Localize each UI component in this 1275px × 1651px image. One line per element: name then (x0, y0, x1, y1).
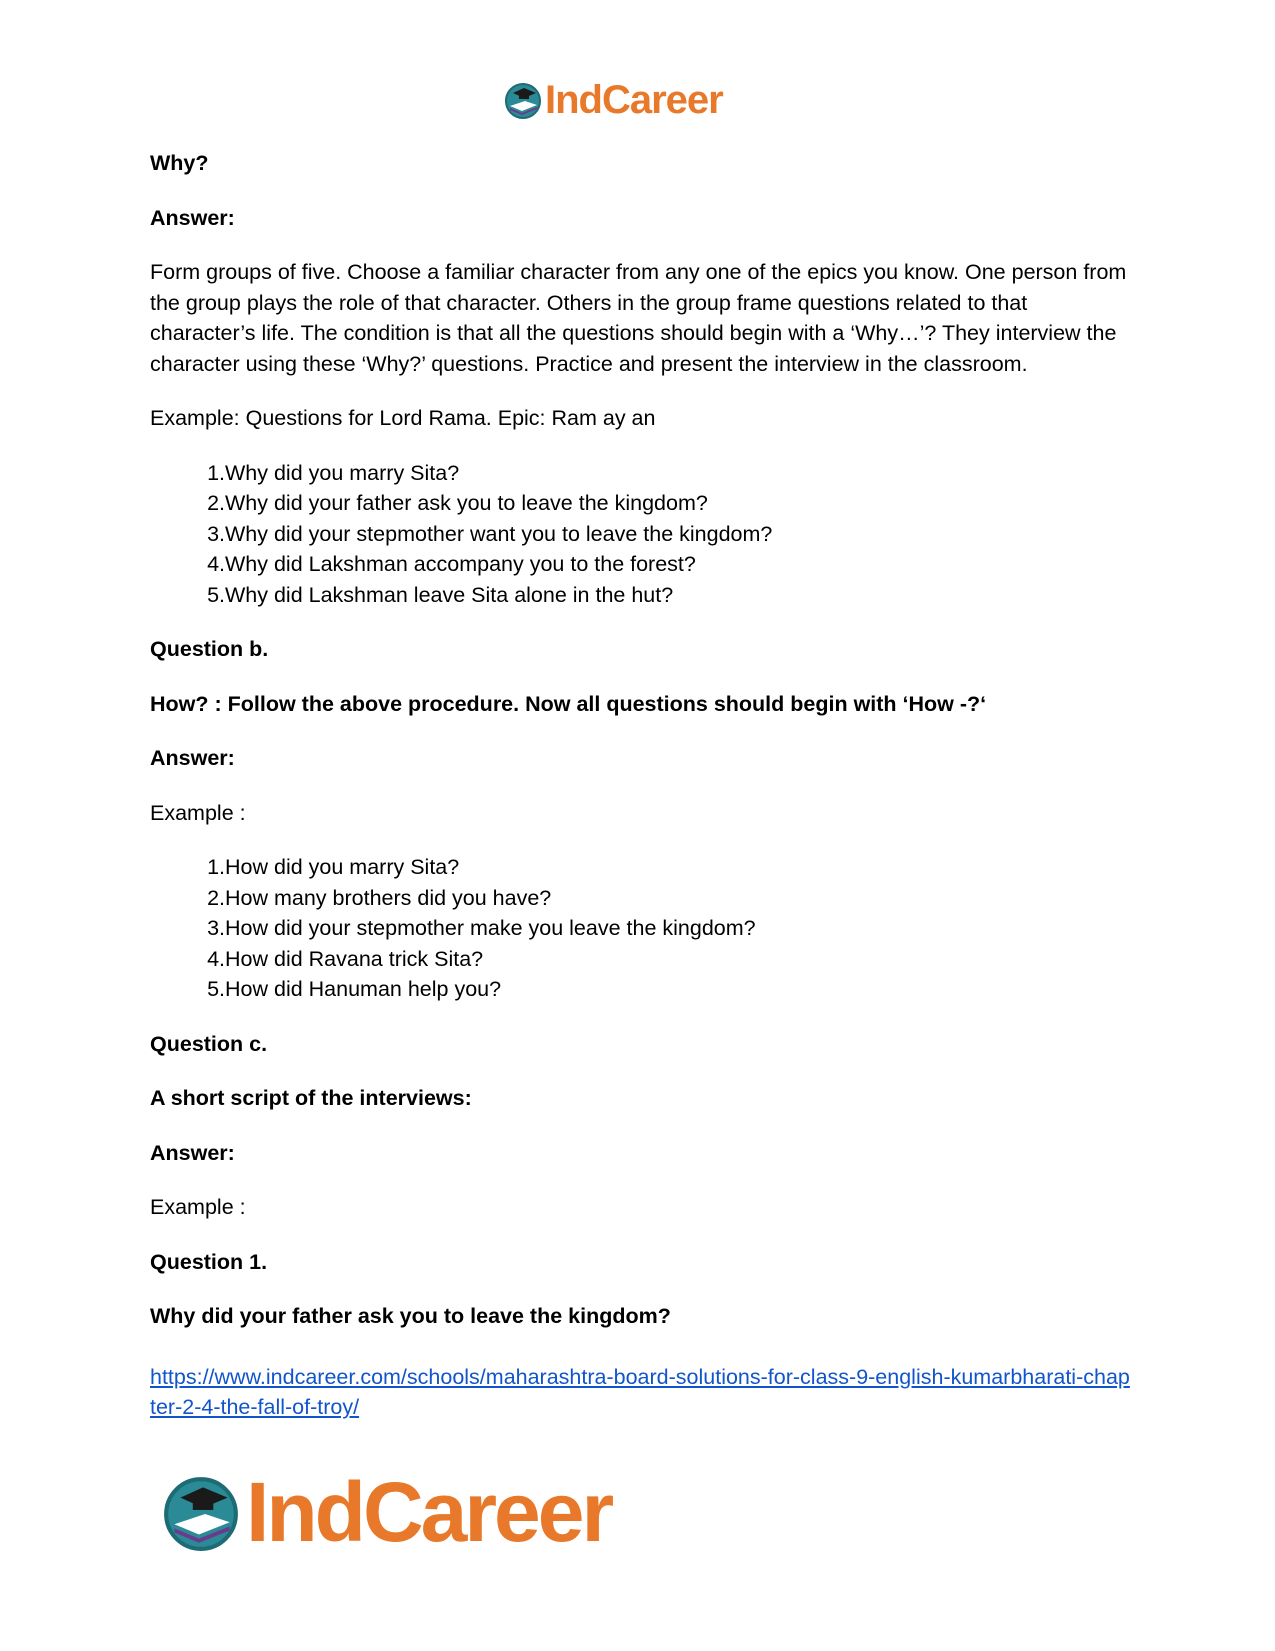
footer-logo (160, 1465, 612, 1559)
graduation-cap-book-globe-icon (160, 1471, 242, 1553)
list-number: 1. (207, 460, 225, 485)
why-questions-list (150, 458, 1135, 611)
list-number: 2. (207, 885, 225, 910)
list-number: 4. (207, 552, 225, 576)
instructions-paragraph: Form groups of five. Choose a familiar character from any one of the epics you know. One person from the group plays the role of that character. Others in the group frame questions related to that character’s life. The condition is that all the questions should begin with a ‘Why…’? They interview the character using these ‘Why?’ questions. Practice and present the interview in the classroom. (150, 260, 1127, 376)
list-number: 5. (207, 977, 225, 1001)
list-number: 3. (207, 916, 225, 940)
list-item (150, 580, 1135, 611)
answer-label: Answer: (150, 746, 235, 770)
list-text: Why did your father ask you to leave the kingdom? (225, 491, 708, 515)
list-item (150, 913, 1135, 944)
list-item (150, 883, 1135, 914)
answer-label: Answer: (150, 1140, 235, 1165)
why-heading: Why? (150, 151, 209, 175)
list-text: How did you marry Sita? (225, 855, 460, 879)
source-link[interactable]: https://www.indcareer.com/schools/maharashtra-board-solutions-for-class-9-english-kumarbharati-chapter-2-4-the-fall-of-troy/ (150, 1364, 1130, 1419)
list-number: 4. (207, 946, 225, 971)
list-text: Why did your stepmother want you to leave the kingdom? (225, 521, 773, 546)
question-b-label: Question b. (150, 637, 269, 661)
list-text: Why did you marry Sita? (225, 460, 460, 485)
list-text: Why did Lakshman leave Sita alone in the hut? (225, 582, 674, 607)
list-item (150, 974, 1135, 1005)
list-item (150, 458, 1135, 489)
question-1-text: Why did your father ask you to leave the kingdom? (150, 1304, 671, 1328)
list-number: 1. (207, 855, 225, 879)
list-item (150, 944, 1135, 975)
example-label: Example : (150, 1195, 246, 1219)
header-logo (503, 80, 723, 120)
question-c-text: A short script of the interviews: (150, 1086, 472, 1110)
list-item (150, 852, 1135, 883)
list-text: How did your stepmother make you leave the kingdom? (225, 916, 756, 940)
list-item (150, 488, 1135, 519)
list-number: 5. (207, 582, 225, 607)
list-number: 2. (207, 491, 225, 515)
question-b-text: How? : Follow the above procedure. Now all questions should begin with ‘How -?‘ (150, 691, 987, 716)
graduation-cap-book-globe-icon (503, 80, 543, 120)
list-item (150, 519, 1135, 550)
footer-logo-text: IndCareer (246, 1465, 612, 1559)
list-number: 3. (207, 521, 225, 546)
example-label: Example : (150, 800, 246, 825)
how-questions-list (150, 852, 1135, 1005)
list-text: How did Ravana trick Sita? (225, 946, 484, 971)
example-rama: Example: Questions for Lord Rama. Epic: Ram ay an (150, 406, 656, 430)
question-1-label: Question 1. (150, 1249, 268, 1274)
header-logo-text: IndCareer (545, 78, 723, 122)
answer-label: Answer: (150, 205, 235, 230)
list-text: How did Hanuman help you? (225, 977, 502, 1001)
document-body (150, 148, 1135, 1423)
list-text: Why did Lakshman accompany you to the forest? (225, 552, 696, 576)
list-item (150, 549, 1135, 580)
question-c-label: Question c. (150, 1031, 268, 1056)
list-text: How many brothers did you have? (225, 885, 552, 910)
